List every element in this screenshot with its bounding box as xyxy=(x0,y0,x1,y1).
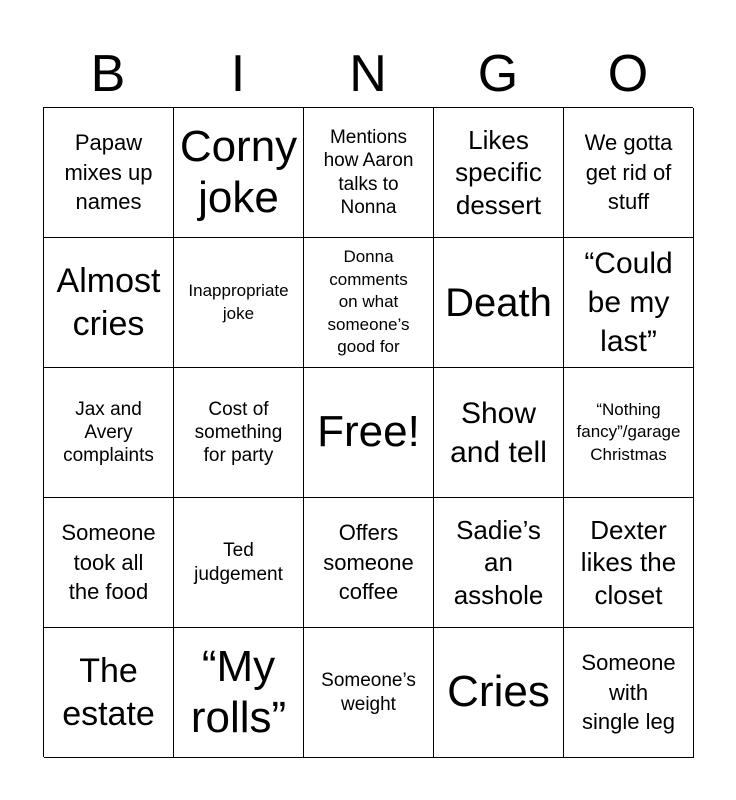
header-letter-i: I xyxy=(230,45,246,103)
bingo-cell[interactable]: “Could be my last” xyxy=(564,238,694,368)
bingo-cell[interactable]: Corny joke xyxy=(174,108,304,238)
bingo-cell[interactable]: Someone’s weight xyxy=(304,628,434,758)
bingo-cell[interactable]: Almost cries xyxy=(44,238,174,368)
header-letter-n: N xyxy=(349,45,387,103)
free-space-cell[interactable]: Free! xyxy=(304,368,434,498)
bingo-cell[interactable]: Jax and Avery complaints xyxy=(44,368,174,498)
header-letter-g: G xyxy=(477,45,519,103)
bingo-cell[interactable]: Inappropriate joke xyxy=(174,238,304,368)
bingo-board xyxy=(43,107,693,757)
bingo-cell[interactable]: The estate xyxy=(44,628,174,758)
bingo-cell[interactable]: “My rolls” xyxy=(174,628,304,758)
bingo-cell[interactable]: “Nothing fancy”/garage Christmas xyxy=(564,368,694,498)
bingo-cell[interactable]: Cost of something for party xyxy=(174,368,304,498)
bingo-cell[interactable]: We gotta get rid of stuff xyxy=(564,108,694,238)
header-letter-b: B xyxy=(90,45,126,103)
bingo-cell[interactable]: Papaw mixes up names xyxy=(44,108,174,238)
bingo-cell[interactable]: Sadie’s an asshole xyxy=(434,498,564,628)
bingo-cell[interactable]: Offers someone coffee xyxy=(304,498,434,628)
bingo-cell[interactable]: Cries xyxy=(434,628,564,758)
bingo-cell[interactable]: Donna comments on what someone’s good for xyxy=(304,238,434,368)
bingo-cell[interactable]: Show and tell xyxy=(434,368,564,498)
bingo-cell[interactable]: Someone took all the food xyxy=(44,498,174,628)
bingo-cell[interactable]: Dexter likes the closet xyxy=(564,498,694,628)
bingo-cell[interactable]: Likes specific dessert xyxy=(434,108,564,238)
bingo-cell[interactable]: Mentions how Aaron talks to Nonna xyxy=(304,108,434,238)
bingo-cell[interactable]: Death xyxy=(434,238,564,368)
bingo-cell[interactable]: Ted judgement xyxy=(174,498,304,628)
bingo-cell[interactable]: Someone with single leg xyxy=(564,628,694,758)
header-letter-o: O xyxy=(607,45,649,103)
bingo-header xyxy=(43,40,693,108)
